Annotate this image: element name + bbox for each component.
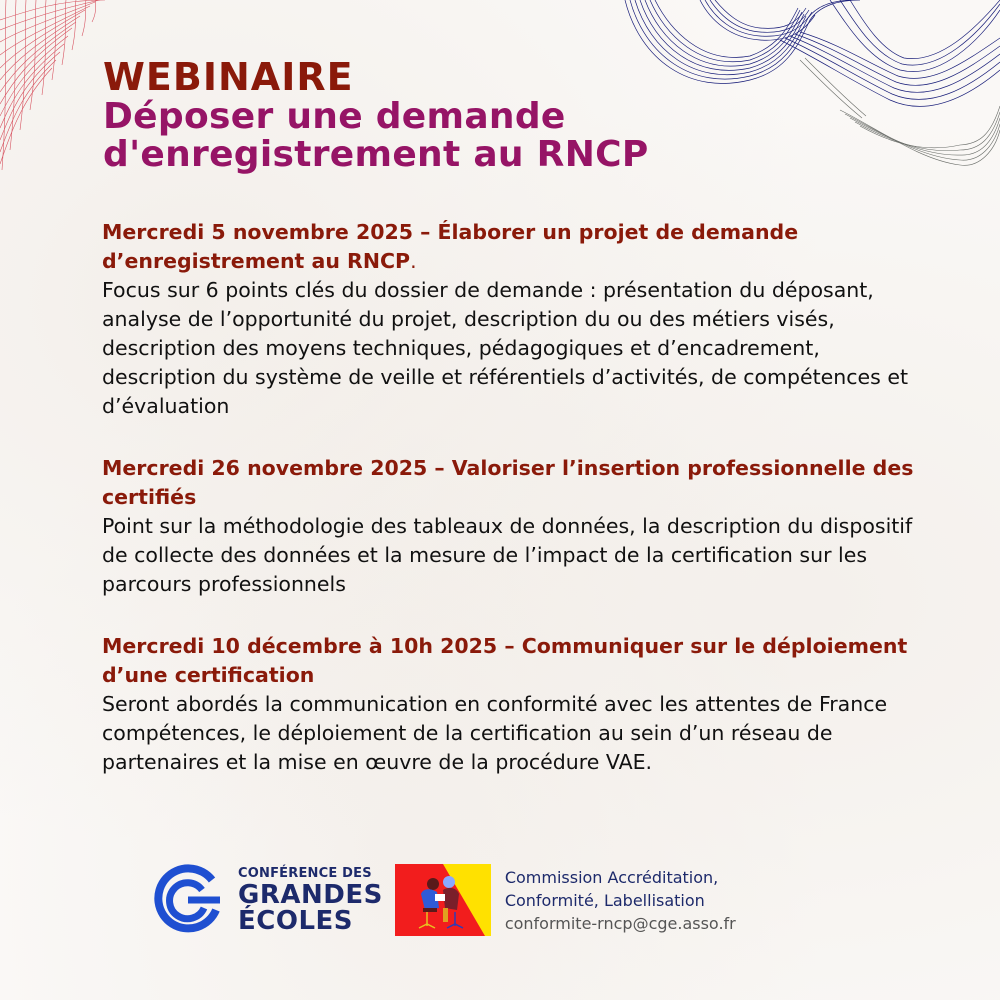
event-title-text: Mercredi 10 décembre à 10h 2025 – Communiquer sur le déploiement d’une certification bbox=[102, 634, 908, 687]
commission-name-line-1: Commission Accréditation, bbox=[504, 867, 719, 887]
cge-line-1: CONFÉRENCE DES bbox=[238, 866, 372, 881]
title-line-2: d'enregistrement au RNCP bbox=[103, 134, 649, 175]
event-title-text: Mercredi 5 novembre 2025 – Élaborer un projet de demande d’enregistrement au RNCP bbox=[102, 220, 799, 273]
cge-logo-icon bbox=[150, 862, 226, 938]
cge-line-3: ÉCOLES bbox=[238, 906, 353, 936]
navy-wave-decoration bbox=[600, 0, 1000, 175]
commission-name-line-2: Conformité, Labellisation bbox=[504, 890, 705, 910]
event-description: Point sur la méthodologie des tableaux de données, la description du dispositif de collecte des données et la mesure de l’impact de la certification sur les parcours professionnels bbox=[102, 514, 913, 596]
event-title-text: Mercredi 26 novembre 2025 – Valoriser l’insertion professionnelle des certifiés bbox=[102, 456, 914, 509]
event-item bbox=[102, 454, 922, 599]
cge-line-2: GRANDES bbox=[238, 880, 383, 910]
contact-block bbox=[505, 866, 736, 935]
event-title-suffix: . bbox=[410, 249, 417, 273]
event-description: Seront abordés la communication en conformité avec les attentes de France compétences, le déploiement de la certification au sein d’un réseau de partenaires et la mise en œuvre de la procédure VAE. bbox=[102, 692, 888, 774]
event-title bbox=[102, 218, 922, 276]
two-people-meeting-illustration bbox=[395, 864, 491, 936]
header bbox=[103, 56, 649, 174]
events-list bbox=[102, 218, 922, 810]
contact-email[interactable]: conformite-rncp@cge.asso.fr bbox=[504, 913, 736, 933]
page-title bbox=[103, 98, 649, 174]
event-title bbox=[102, 454, 922, 512]
red-wave-decoration bbox=[0, 0, 110, 170]
footer bbox=[150, 860, 736, 940]
cge-wordmark bbox=[238, 866, 383, 934]
event-description: Focus sur 6 points clés du dossier de demande : présentation du déposant, analyse de l’opportunité du projet, description du ou des métiers visés, description des moyens techniques, pédagogiques et d’encadrement, description du système de veille et référentiels d’activités, de compétences et d’évaluation bbox=[102, 278, 908, 418]
event-item bbox=[102, 218, 922, 421]
event-item bbox=[102, 632, 922, 777]
title-line-1: Déposer une demande bbox=[103, 96, 566, 137]
webinar-kicker: WEBINAIRE bbox=[103, 55, 354, 99]
cge-logo bbox=[150, 862, 383, 938]
event-title bbox=[102, 632, 922, 690]
